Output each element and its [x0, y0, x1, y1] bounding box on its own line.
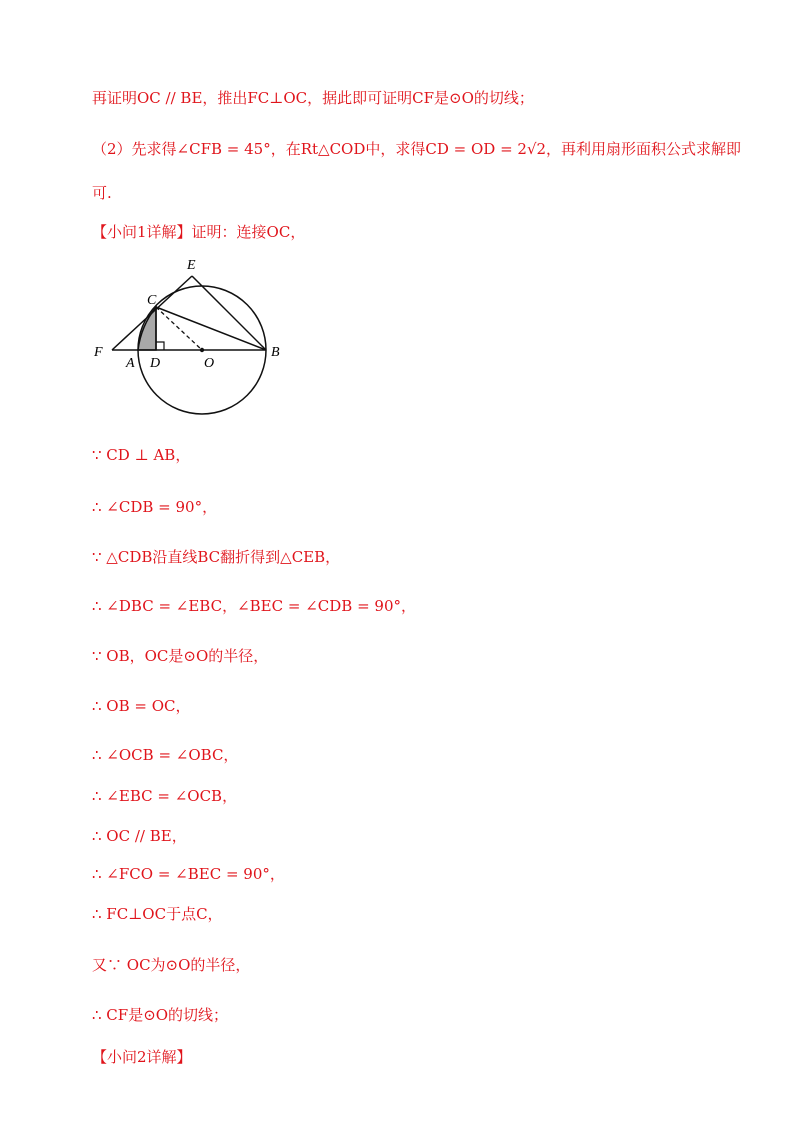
line-5-content: ∵ CD ⊥ AB， [92, 446, 191, 464]
line-8-content: ∴ ∠DBC = ∠EBC，∠BEC = ∠CDB = 90°， [92, 597, 416, 615]
line-1-content: 再证明OC // BE，推出FC⊥OC，据此即可证明CF是⊙O的切线； [92, 89, 534, 107]
text-line-12 [92, 786, 237, 806]
label-o: O [204, 356, 215, 371]
label-e: E [187, 258, 196, 273]
text-line-9 [92, 646, 268, 666]
text-line-2 [92, 139, 741, 159]
label-c: C [147, 293, 157, 308]
text-line-6 [92, 497, 217, 517]
line-co-dashed [156, 307, 202, 350]
text-line-15 [92, 904, 223, 924]
line-7-content: ∵ △CDB沿直线BC翻折得到△CEB， [92, 548, 341, 566]
line-12-content: ∴ ∠EBC = ∠OCB， [92, 787, 238, 805]
line-10-content: ∴ OB = OC， [92, 697, 191, 715]
text-line-7 [92, 547, 340, 567]
shaded-region [138, 307, 156, 350]
center-dot [200, 348, 204, 352]
text-line-8 [92, 596, 416, 616]
line-16-content: 又∵ OC为⊙O的半径， [92, 956, 251, 974]
text-line-16 [92, 955, 250, 975]
line-3-content: 可. [92, 184, 112, 202]
label-f: F [94, 345, 103, 360]
text-line-3 [92, 183, 112, 203]
text-line-13 [92, 826, 187, 846]
line-11-content: ∴ ∠OCB = ∠OBC， [92, 746, 239, 764]
text-line-18 [92, 1047, 192, 1067]
label-b: B [271, 345, 280, 360]
label-d: D [150, 356, 161, 371]
line-14-content: ∴ ∠FCO = ∠BEC = 90°， [92, 865, 285, 883]
line-9-content: ∵ OB，OC是⊙O的半径， [92, 647, 269, 665]
geometry-diagram [90, 256, 290, 416]
right-angle-marker [156, 342, 164, 350]
text-line-14 [92, 864, 285, 884]
line-18-content: 【小问2详解】 [92, 1048, 192, 1066]
text-line-17 [92, 1005, 228, 1025]
text-line-1 [92, 88, 534, 108]
line-17-content: ∴ CF是⊙O的切线； [92, 1006, 229, 1024]
line-2-content: （2）先求得∠CFB = 45°，在Rt△COD中，求得CD = OD = 2√2，再利用扇形面积公式求解即 [92, 140, 742, 158]
line-6-content: ∴ ∠CDB = 90°， [92, 498, 218, 516]
line-cb [156, 307, 266, 350]
text-line-5 [92, 445, 190, 465]
line-13-content: ∴ OC // BE， [92, 827, 187, 845]
geometry-figure [90, 256, 290, 420]
line-4-content: 【小问1详解】证明：连接OC， [92, 223, 306, 241]
text-line-4 [92, 222, 305, 242]
text-line-11 [92, 745, 238, 765]
line-15-content: ∴ FC⊥OC于点C， [92, 905, 223, 923]
text-line-10 [92, 696, 191, 716]
label-a: A [126, 356, 135, 371]
